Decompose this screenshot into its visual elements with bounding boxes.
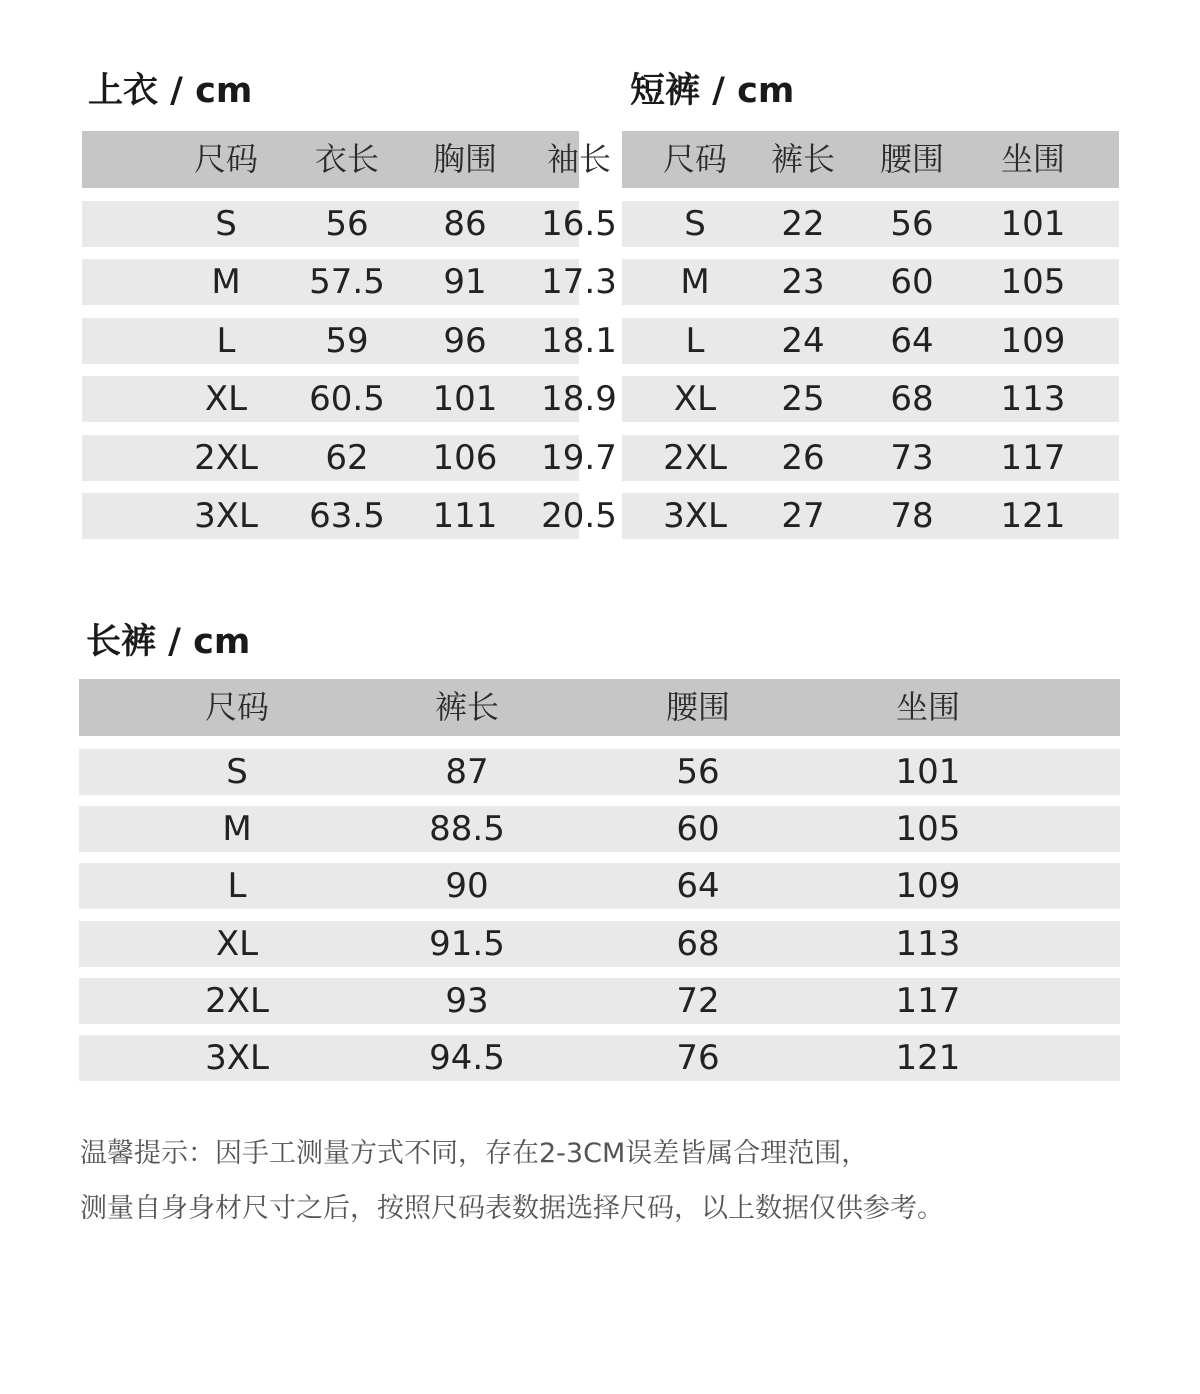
table-row (79, 921, 1120, 967)
measurement-cell: 64 (890, 320, 934, 361)
size-cell: M (211, 262, 241, 303)
measurement-cell: 78 (890, 496, 934, 536)
measurement-cell: 93 (445, 980, 489, 1021)
measurement-cell: 62 (325, 437, 369, 478)
size-cell: S (684, 204, 706, 244)
measurement-cell: 17.3 (541, 262, 617, 303)
column-header: 尺码 (662, 140, 728, 178)
note-line-1: 温馨提示：因手工测量方式不同，存在2-3CM误差皆属合理范围， (80, 1138, 869, 1169)
table-row (622, 201, 1119, 247)
table-row (82, 201, 617, 247)
measurement-cell: 109 (1000, 320, 1066, 361)
table-row (82, 435, 617, 481)
table-row (79, 1035, 1120, 1081)
size-cell: L (216, 320, 236, 361)
size-cell: XL (215, 923, 259, 964)
measurement-cell: 111 (432, 496, 498, 536)
measurement-cell: 19.7 (541, 437, 617, 478)
size-cell: S (215, 204, 237, 244)
measurement-cell: 20.5 (541, 496, 617, 536)
measurement-cell: 117 (895, 980, 961, 1021)
measurement-cell: 105 (1000, 262, 1066, 303)
measurement-cell: 121 (1000, 496, 1066, 536)
measurement-cell: 90 (445, 866, 489, 907)
table-row (79, 863, 1120, 909)
column-header: 腰围 (665, 688, 731, 726)
shorts-title: 短裤 / cm (630, 71, 795, 111)
measurement-cell: 91 (443, 262, 487, 303)
measurement-cell: 113 (1000, 379, 1066, 420)
measurement-cell: 121 (895, 1038, 961, 1078)
table-row (622, 435, 1119, 481)
measurement-cell: 94.5 (429, 1038, 505, 1078)
size-cell: M (680, 262, 710, 303)
size-cell: 3XL (194, 496, 258, 536)
column-header: 尺码 (193, 140, 259, 178)
size-cell: M (222, 809, 252, 850)
measurement-cell: 73 (890, 437, 934, 478)
trousers-size-table (79, 679, 1120, 1082)
measurement-cell: 60.5 (309, 379, 385, 420)
size-cell: XL (204, 379, 248, 420)
table-row (79, 749, 1120, 795)
column-header: 坐围 (1000, 140, 1066, 178)
column-header: 裤长 (770, 140, 836, 178)
measurement-cell: 68 (676, 923, 720, 964)
measurement-cell: 105 (895, 809, 961, 850)
measurement-cell: 91.5 (429, 923, 505, 964)
measurement-cell: 56 (325, 204, 369, 244)
measurement-cell: 101 (1000, 204, 1066, 244)
size-cell: 2XL (205, 980, 269, 1021)
column-header: 袖长 (546, 140, 612, 178)
size-cell: 2XL (663, 437, 727, 478)
table-row (622, 376, 1119, 422)
measurement-cell: 24 (781, 320, 825, 361)
size-cell: 3XL (205, 1038, 269, 1078)
column-header: 裤长 (434, 688, 500, 726)
measurement-cell: 26 (781, 437, 825, 478)
shorts-header-row (622, 131, 1119, 188)
note-line-2: 测量自身身材尺寸之后，按照尺码表数据选择尺码，以上数据仅供参考。 (80, 1193, 944, 1224)
column-header: 尺码 (204, 688, 270, 726)
measurement-cell: 57.5 (309, 262, 385, 303)
table-row (82, 259, 617, 305)
column-header: 腰围 (879, 140, 945, 178)
measurement-cell: 101 (895, 752, 961, 792)
tops-title: 上衣 / cm (88, 71, 253, 111)
measurement-cell: 60 (676, 809, 720, 850)
trousers-title: 长裤 / cm (86, 622, 251, 662)
measurement-cell: 96 (443, 320, 487, 361)
measurement-cell: 18.9 (541, 379, 617, 420)
table-row (82, 376, 617, 422)
size-cell: 2XL (194, 437, 258, 478)
measurement-cell: 16.5 (541, 204, 617, 244)
measurement-cell: 23 (781, 262, 825, 303)
measurement-cell: 27 (781, 496, 825, 536)
size-cell: XL (673, 379, 717, 420)
measurement-cell: 64 (676, 866, 720, 907)
table-row (79, 806, 1120, 852)
measurement-cell: 76 (676, 1038, 720, 1078)
measurement-cell: 113 (895, 923, 961, 964)
measurement-cell: 25 (781, 379, 825, 420)
measurement-cell: 60 (890, 262, 934, 303)
size-cell: 3XL (663, 496, 727, 536)
size-cell: S (226, 752, 248, 792)
column-header: 胸围 (432, 140, 498, 178)
measurement-cell: 117 (1000, 437, 1066, 478)
trousers-header-row (79, 679, 1120, 736)
shorts-size-table (622, 131, 1119, 537)
table-row (622, 318, 1119, 364)
measurement-cell: 101 (432, 379, 498, 420)
table-row (82, 318, 617, 364)
measurement-cell: 68 (890, 379, 934, 420)
measurement-cell: 63.5 (309, 496, 385, 536)
table-row (79, 978, 1120, 1024)
measurement-cell: 56 (676, 752, 720, 792)
measurement-cell: 87 (445, 752, 489, 792)
measurement-cell: 109 (895, 866, 961, 907)
measurement-cell: 106 (432, 437, 498, 478)
measurement-cell: 72 (676, 980, 720, 1021)
table-row (622, 493, 1119, 539)
column-header: 衣长 (314, 140, 380, 178)
measurement-cell: 59 (325, 320, 369, 361)
table-row (82, 493, 617, 539)
tops-size-table (82, 131, 617, 537)
measurement-cell: 56 (890, 204, 934, 244)
table-row (622, 259, 1119, 305)
measurement-cell: 22 (781, 204, 825, 244)
size-cell: L (685, 320, 705, 361)
measurement-cell: 86 (443, 204, 487, 244)
measurement-cell: 18.1 (541, 320, 617, 361)
tops-header-row (82, 131, 612, 188)
measurement-cell: 88.5 (429, 809, 505, 850)
size-cell: L (227, 866, 247, 907)
column-header: 坐围 (895, 688, 961, 726)
